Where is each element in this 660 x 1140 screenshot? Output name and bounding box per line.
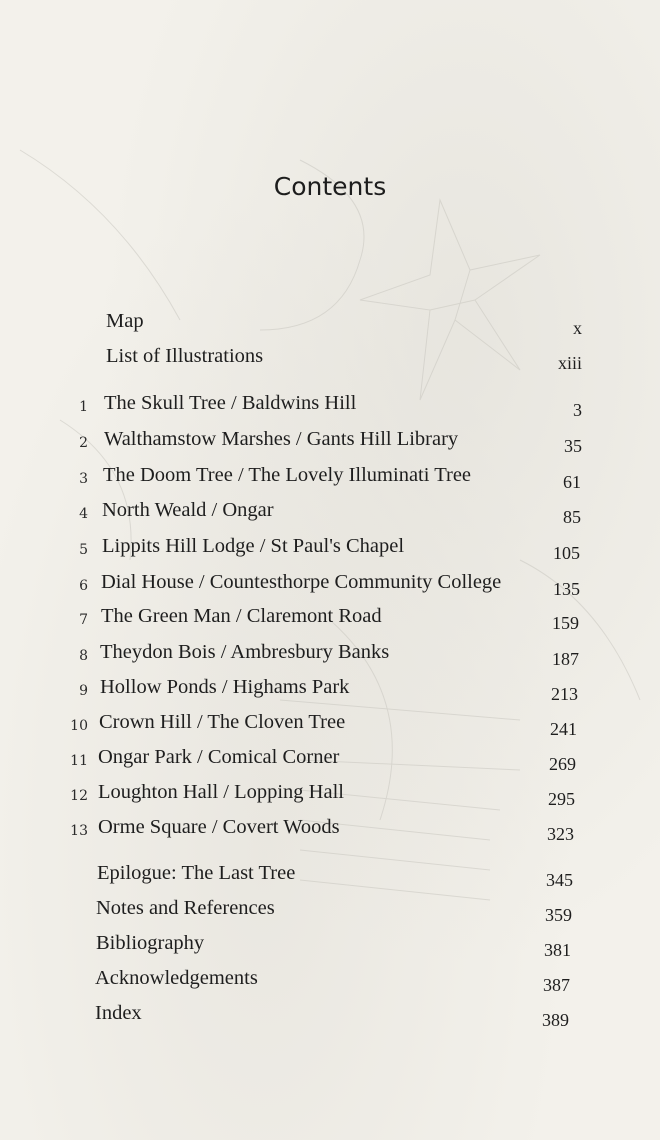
- toc-chapter-2[interactable]: [0, 428, 660, 458]
- chapter-title: North Weald / Ongar: [102, 499, 274, 521]
- chapter-number: 11: [70, 753, 88, 769]
- page-title: Contents: [273, 172, 387, 201]
- entry-title: Epilogue: The Last Tree: [97, 862, 296, 884]
- toc-chapter-9[interactable]: [0, 676, 660, 706]
- toc-chapter-5[interactable]: [0, 535, 660, 565]
- toc-entry-bibliography[interactable]: [0, 932, 660, 962]
- chapter-number: 4: [79, 506, 88, 522]
- chapter-page: 105: [553, 543, 580, 563]
- toc-chapter-13[interactable]: [0, 816, 660, 846]
- chapter-title: Crown Hill / The Cloven Tree: [99, 711, 346, 733]
- chapter-number: 12: [70, 788, 88, 804]
- chapter-title: The Green Man / Claremont Road: [101, 605, 382, 627]
- toc-entry-map[interactable]: [0, 310, 660, 340]
- chapter-title: The Skull Tree / Baldwins Hill: [104, 392, 357, 414]
- entry-page: 387: [543, 975, 570, 995]
- toc-chapter-3[interactable]: [0, 464, 660, 494]
- chapter-page: 269: [549, 754, 576, 774]
- chapter-number: 9: [79, 683, 88, 699]
- chapter-title: Orme Square / Covert Woods: [98, 816, 340, 838]
- entry-page: 345: [546, 870, 573, 890]
- chapter-title: Ongar Park / Comical Corner: [98, 746, 340, 768]
- chapter-page: 295: [548, 789, 575, 809]
- toc-chapter-7[interactable]: [0, 605, 660, 635]
- chapter-number: 6: [79, 578, 88, 594]
- entry-title: Index: [95, 1002, 142, 1024]
- chapter-page: 241: [550, 719, 577, 739]
- toc-chapter-11[interactable]: [0, 746, 660, 776]
- chapter-title: Hollow Ponds / Highams Park: [100, 676, 350, 698]
- entry-title: Notes and References: [96, 897, 275, 919]
- entry-title: Acknowledgements: [95, 967, 258, 989]
- chapter-page: 187: [552, 649, 579, 669]
- chapter-title: The Doom Tree / The Lovely Illuminati Tree: [103, 464, 472, 486]
- chapter-page: 85: [563, 507, 581, 527]
- entry-page: xiii: [557, 353, 582, 373]
- toc-entry-notes[interactable]: [0, 897, 660, 927]
- chapter-page: 3: [573, 400, 582, 420]
- chapter-title: Theydon Bois / Ambresbury Banks: [100, 641, 390, 663]
- toc-entry-epilogue[interactable]: [0, 862, 660, 892]
- chapter-title: Dial House / Countesthorpe Community College: [101, 571, 502, 593]
- toc-chapter-12[interactable]: [0, 781, 660, 811]
- chapter-page: 135: [553, 579, 580, 599]
- chapter-title: Lippits Hill Lodge / St Paul's Chapel: [102, 535, 405, 557]
- chapter-page: 61: [563, 472, 581, 492]
- entry-title: Bibliography: [96, 932, 205, 954]
- chapter-title: Loughton Hall / Lopping Hall: [98, 781, 344, 803]
- toc-entry-acknowledgements[interactable]: [0, 967, 660, 997]
- toc-entry-list-of-illustrations[interactable]: [0, 345, 660, 375]
- chapter-page: 323: [547, 824, 574, 844]
- entry-page: 389: [542, 1010, 569, 1030]
- chapter-page: 213: [551, 684, 578, 704]
- chapter-number: 2: [79, 435, 88, 451]
- toc-chapter-4[interactable]: [0, 499, 660, 529]
- entry-title: List of Illustrations: [106, 345, 264, 367]
- chapter-number: 3: [79, 471, 88, 487]
- chapter-number: 13: [70, 823, 88, 839]
- entry-page: 381: [544, 940, 571, 960]
- toc-entry-index[interactable]: [0, 1002, 660, 1032]
- chapter-page: 159: [552, 613, 579, 633]
- chapter-number: 10: [70, 718, 88, 734]
- toc-chapter-1[interactable]: [0, 392, 660, 422]
- chapter-title: Walthamstow Marshes / Gants Hill Library: [104, 428, 459, 450]
- toc-chapter-8[interactable]: [0, 641, 660, 671]
- chapter-page: 35: [564, 436, 582, 456]
- chapter-number: 5: [79, 542, 88, 558]
- chapter-number: 1: [79, 399, 88, 415]
- entry-title: Map: [106, 310, 144, 332]
- toc-chapter-10[interactable]: [0, 711, 660, 741]
- chapter-number: 7: [79, 612, 88, 628]
- entry-page: x: [573, 318, 582, 338]
- chapter-number: 8: [79, 648, 88, 664]
- toc-chapter-6[interactable]: [0, 571, 660, 601]
- entry-page: 359: [545, 905, 572, 925]
